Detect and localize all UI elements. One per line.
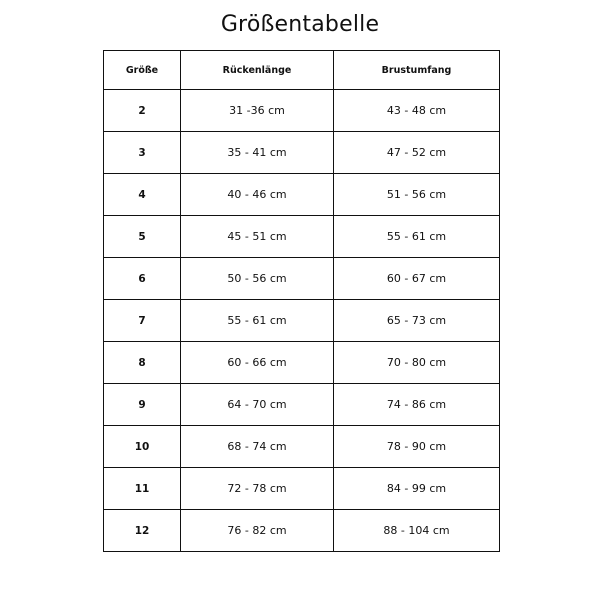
table-row <box>104 342 500 384</box>
cell-back-length: 72 - 78 cm <box>181 468 334 510</box>
cell-back-length: 35 - 41 cm <box>181 132 334 174</box>
cell-size: 8 <box>104 342 181 384</box>
cell-size: 11 <box>104 468 181 510</box>
table-row <box>104 132 500 174</box>
cell-back-length: 60 - 66 cm <box>181 342 334 384</box>
header-size: Größe <box>104 51 181 90</box>
cell-back-length: 31 -36 cm <box>181 90 334 132</box>
cell-back-length: 55 - 61 cm <box>181 300 334 342</box>
cell-size: 10 <box>104 426 181 468</box>
cell-back-length: 64 - 70 cm <box>181 384 334 426</box>
cell-back-length: 76 - 82 cm <box>181 510 334 552</box>
table-row <box>104 510 500 552</box>
cell-size: 12 <box>104 510 181 552</box>
table-row <box>104 426 500 468</box>
cell-back-length: 50 - 56 cm <box>181 258 334 300</box>
cell-chest: 65 - 73 cm <box>334 300 500 342</box>
cell-size: 9 <box>104 384 181 426</box>
table-row <box>104 90 500 132</box>
cell-chest: 84 - 99 cm <box>334 468 500 510</box>
table-row <box>104 300 500 342</box>
cell-size: 4 <box>104 174 181 216</box>
cell-chest: 74 - 86 cm <box>334 384 500 426</box>
table-body <box>104 90 500 552</box>
cell-size: 2 <box>104 90 181 132</box>
cell-chest: 78 - 90 cm <box>334 426 500 468</box>
cell-chest: 55 - 61 cm <box>334 216 500 258</box>
table-row <box>104 216 500 258</box>
page-title: Größentabelle <box>220 12 380 37</box>
header-chest: Brustumfang <box>334 51 500 90</box>
cell-back-length: 68 - 74 cm <box>181 426 334 468</box>
cell-size: 5 <box>104 216 181 258</box>
cell-chest: 47 - 52 cm <box>334 132 500 174</box>
table-row <box>104 384 500 426</box>
table-row <box>104 174 500 216</box>
cell-size: 7 <box>104 300 181 342</box>
cell-chest: 88 - 104 cm <box>334 510 500 552</box>
header-back-length: Rückenlänge <box>181 51 334 90</box>
cell-chest: 51 - 56 cm <box>334 174 500 216</box>
cell-back-length: 40 - 46 cm <box>181 174 334 216</box>
table-header-row <box>104 51 500 90</box>
table-row <box>104 468 500 510</box>
size-chart-table <box>103 50 500 552</box>
cell-back-length: 45 - 51 cm <box>181 216 334 258</box>
cell-chest: 43 - 48 cm <box>334 90 500 132</box>
cell-size: 3 <box>104 132 181 174</box>
cell-chest: 60 - 67 cm <box>334 258 500 300</box>
cell-chest: 70 - 80 cm <box>334 342 500 384</box>
table-row <box>104 258 500 300</box>
cell-size: 6 <box>104 258 181 300</box>
